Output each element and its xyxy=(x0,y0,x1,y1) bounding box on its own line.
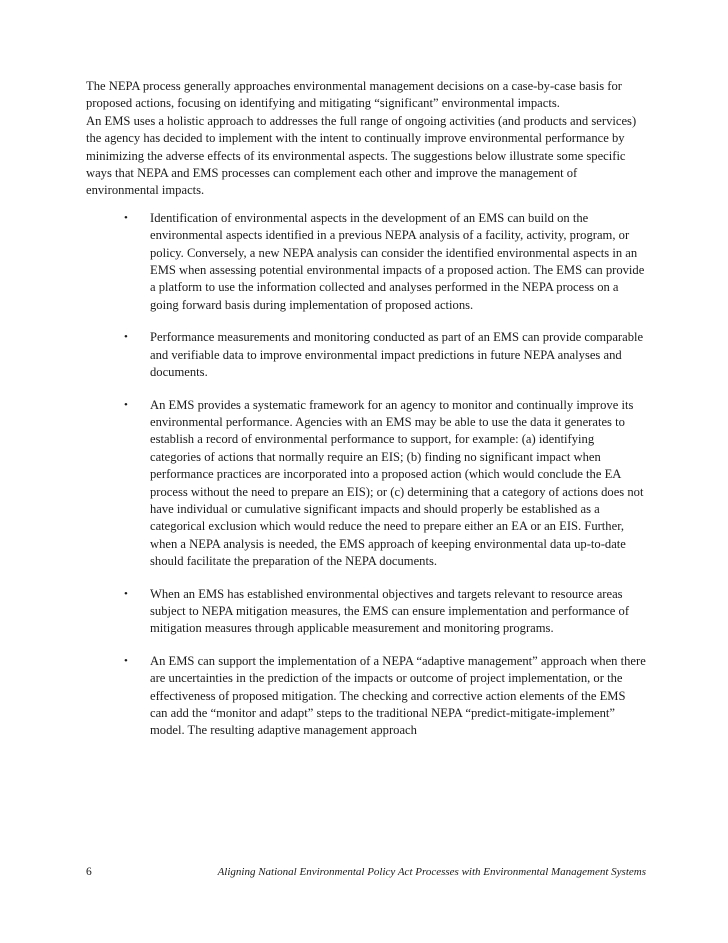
bullet-icon: • xyxy=(124,211,128,224)
intro-paragraph-2: An EMS uses a holistic approach to addresses the full range of ongoing activities (and products and services) the agency has decided to implement with the intent to continually improve environmental performance by minimizing the adverse effects of its environmental aspects. The suggestions below illustrate some specific ways that NEPA and EMS processes can complement each other and improve the management of environmental impacts. xyxy=(86,113,637,198)
list-item-text: Performance measurements and monitoring conducted as part of an EMS can provide comparable and verifiable data to improve environmental impact predictions in future NEPA analyses and documents. xyxy=(150,330,644,380)
list-item xyxy=(86,210,646,314)
list-item xyxy=(86,653,646,740)
footer-document-title: Aligning National Environmental Policy Act Processes with Environmental Management Systems xyxy=(217,866,646,878)
list-item xyxy=(86,586,646,638)
list-item-text: Identification of environmental aspects in the development of an EMS can build on the environmental aspects identified in a previous NEPA analysis of a facility, activity, program, or policy. Conversely, a new NEPA analysis can consider the identified environmental aspects in an EMS when assessing potential environmental impacts of a proposed action. The EMS can provide a platform to use the information collected and analyses performed in the NEPA process on a going forward basis during implementation of proposed actions. xyxy=(150,210,645,312)
page-number: 6 xyxy=(86,866,92,878)
bullet-icon: • xyxy=(124,398,128,411)
list-item xyxy=(86,397,646,571)
bullet-icon: • xyxy=(124,587,128,600)
list-item xyxy=(86,329,646,381)
intro-paragraph-1: The NEPA process generally approaches environmental management decisions on a case-by-case basis for proposed actions, focusing on identifying and mitigating “significant” environmental impacts. xyxy=(86,79,622,111)
suggestion-list xyxy=(86,210,646,740)
list-item-text: When an EMS has established environmental objectives and targets relevant to resource areas subject to NEPA mitigation measures, the EMS can ensure implementation and performance of mitigation measures through applicable measurement and monitoring programs. xyxy=(150,586,630,636)
list-item-text: An EMS can support the implementation of a NEPA “adaptive management” approach when there are uncertainties in the prediction of the impacts or outcome of project implementation, or the effectiveness of proposed mitigation. The checking and corrective action elements of the EMS can add the “monitor and adapt” steps to the traditional NEPA “predict-mitigate-implement” model. The resulting adaptive management approach xyxy=(150,653,646,738)
page-footer xyxy=(86,866,646,884)
bullet-icon: • xyxy=(124,331,128,344)
page-body xyxy=(86,78,646,755)
list-item-text: An EMS provides a systematic framework for an agency to monitor and continually improve its environmental performance. Agencies with an EMS may be able to use the data it generates to establish a record of environmental performance to support, for example: (a) identifying categories of actions that normally require an EIS; (b) finding no significant impact when performance practices are incorporated into a proposed action (which would conclude the EA process without the need to prepare an EIS); or (c) determining that a category of actions does not have individual or cumulative significant impacts and should properly be established as a categorical exclusion which would reduce the need to prepare either an EA or an EIS. Further, when a NEPA analysis is needed, the EMS approach of keeping environmental data up-to-date should facilitate the preparation of the NEPA documents. xyxy=(150,397,644,569)
bullet-icon: • xyxy=(124,654,128,667)
